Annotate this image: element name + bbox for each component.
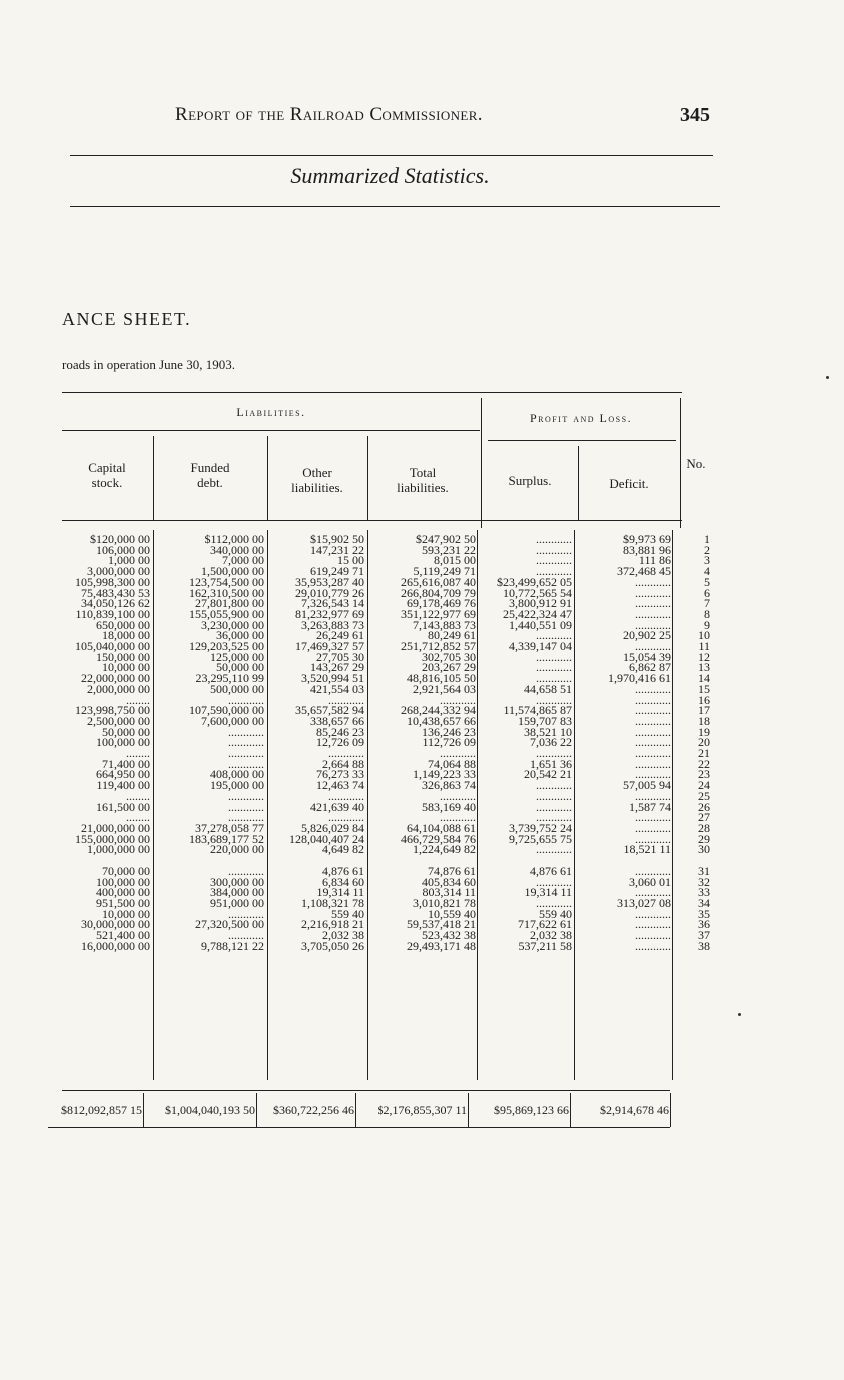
running-header-title: Report of the Railroad Commissioner.: [175, 104, 483, 125]
page-subtitle: Summarized Statistics.: [290, 163, 490, 188]
header-surplus: Surplus.: [508, 473, 552, 488]
header-rule-top: [70, 155, 713, 156]
total-deficit: $2,914,678 46: [600, 1103, 669, 1117]
scan-speck: [826, 376, 829, 379]
header-capital-stock: Capital stock.: [88, 460, 126, 490]
profit-loss-group-rule: [488, 440, 676, 441]
scan-speck: [738, 1013, 741, 1016]
table-bottom-rule: [48, 1127, 670, 1128]
total-funded-debt: $1,004,040,193 50: [165, 1103, 255, 1117]
section-title: ANCE SHEET.: [62, 309, 192, 329]
column-other-liabilities: $15,902 50 147,231 22 15 00 619,249 71 35,953,287 40 29,010,779 26 7,326,543 14 81,232,977 69 3,263,883 73 26,249 61 17,469,327 57 27,705 30 143,267 29 3,520,994 51 421,554 03 ............ 35,657,582 94 338,657 66 85,246 23 12,726 09 ............ 2,664 88 76,273 33 12,463 74 ............ 421,639 40 ............ 5,826,029 84 128,040,407 24 4,649 82 4,876 61 6,834 60 19,314 11 1,108,321 78 559 40 2,216,918 21 2,032 38 3,705,050 26: [289, 532, 364, 953]
header-deficit: Deficit.: [609, 476, 649, 491]
header-bottom-rule: [62, 520, 682, 521]
group-heading-liabilities: Liabilities.: [236, 405, 306, 419]
section-note: roads in operation June 30, 1903.: [62, 357, 235, 372]
total-other-liabilities: $360,722,256 46: [273, 1103, 354, 1117]
liabilities-group-rule: [62, 430, 480, 431]
header-total-liabilities: Total liabilities.: [397, 465, 449, 495]
table-top-rule: [62, 392, 682, 393]
header-rule-bottom: [70, 206, 720, 207]
column-row-numbers: 1 2 3 4 5 6 7 8 9 10 11 12 13 14 15 16 17 18 19 20 21 22 23 24 25 26 27 28 29 30 31 32 33 34 35 36 37 38: [698, 532, 710, 953]
total-surplus: $95,869,123 66: [494, 1103, 569, 1117]
column-total-liabilities: $247,902 50 593,231 22 8,015 00 5,119,249 71 265,616,087 40 266,804,709 79 69,178,469 76 351,122,977 69 7,143,883 73 80,249 61 251,712,852 57 302,705 30 203,267 29 48,816,105 50 2,921,564 03 ............ 268,244,332 94 10,438,657 66 136,246 23 112,726 09 ............ 74,064 88 1,149,223 33 326,863 74 ............ 583,169 40 ............ 64,104,088 61 466,729,584 76 1,224,649 82 74,876 61 405,834 60 803,314 11 3,010,821 78 10,559 40 59,537,418 21 523,432 38 29,493,171 48: [401, 532, 476, 953]
header-funded-debt: Funded debt.: [190, 460, 230, 490]
total-capital-stock: $812,092,857 15: [61, 1103, 142, 1117]
column-surplus: ............ ............ ............ ............ $23,499,652 05 10,772,565 54 3,800,912 91 25,422,324 47 1,440,551 09 ............ 4,339,147 04 ............ ............ ............ 44,658 51 ............ 11,574,865 87 159,707 83 38,521 10 7,036 22 ............ 1,651 36 20,542 21 ............ ............ ............ ............ 3,739,752 24 9,725,655 75 ............ 4,876 61 ............ 19,314 11 ............ 559 40 717,622 61 2,032 38 537,211 58: [497, 532, 572, 953]
column-capital-stock: $120,000 00 106,000 00 1,000 00 3,000,000 00 105,998,300 00 75,483,430 53 34,050,126 62 110,839,100 00 650,000 00 18,000 00 105,040,000 00 150,000 00 10,000 00 22,000,000 00 2,000,000 00 ........ 123,998,750 00 2,500,000 00 50,000 00 100,000 00 ........ 71,400 00 664,950 00 119,400 00 ........ 161,500 00 ........ 21,000,000 00 155,000,000 00 1,000,000 00 70,000 00 100,000 00 400,000 00 951,500 00 10,000 00 30,000,000 00 521,400 00 16,000,000 00: [75, 532, 150, 953]
header-other-liabilities: Other liabilities.: [291, 465, 343, 495]
column-funded-debt: $112,000 00 340,000 00 7,000 00 1,500,000 00 123,754,500 00 162,310,500 00 27,801,800 00 155,055,900 00 3,230,000 00 36,000 00 129,203,525 00 125,000 00 50,000 00 23,295,110 99 500,000 00 ............ 107,590,000 00 7,600,000 00 ............ ............ ............ ............ 408,000 00 195,000 00 ............ ............ ............ 37,278,058 77 183,689,177 52 220,000 00 ............ 300,000 00 384,000 00 951,000 00 ............ 27,320,500 00 ............ 9,788,121 22: [189, 532, 264, 953]
totals-divider: [670, 1093, 671, 1127]
column-deficit: $9,973 69 83,881 96 111 86 372,468 45 ............ ............ ............ ............ ............ 20,902 25 ............ 15,054 39 6,862 87 1,970,416 61 ............ ............ ............ ............ ............ ............ ............ ............ ............ 57,005 94 ............ 1,587 74 ............ ............ ............ 18,521 11 ............ 3,060 01 ............ 313,027 08 ............ ............ ............ ............: [608, 532, 671, 953]
group-heading-profit-and-loss: Profit and Loss.: [529, 411, 633, 425]
totals-rule: [62, 1090, 670, 1091]
header-no: No.: [686, 456, 706, 471]
total-total-liabilities: $2,176,855,307 11: [377, 1103, 467, 1117]
column-divider: [672, 530, 673, 1080]
page-number: 345: [680, 104, 710, 126]
